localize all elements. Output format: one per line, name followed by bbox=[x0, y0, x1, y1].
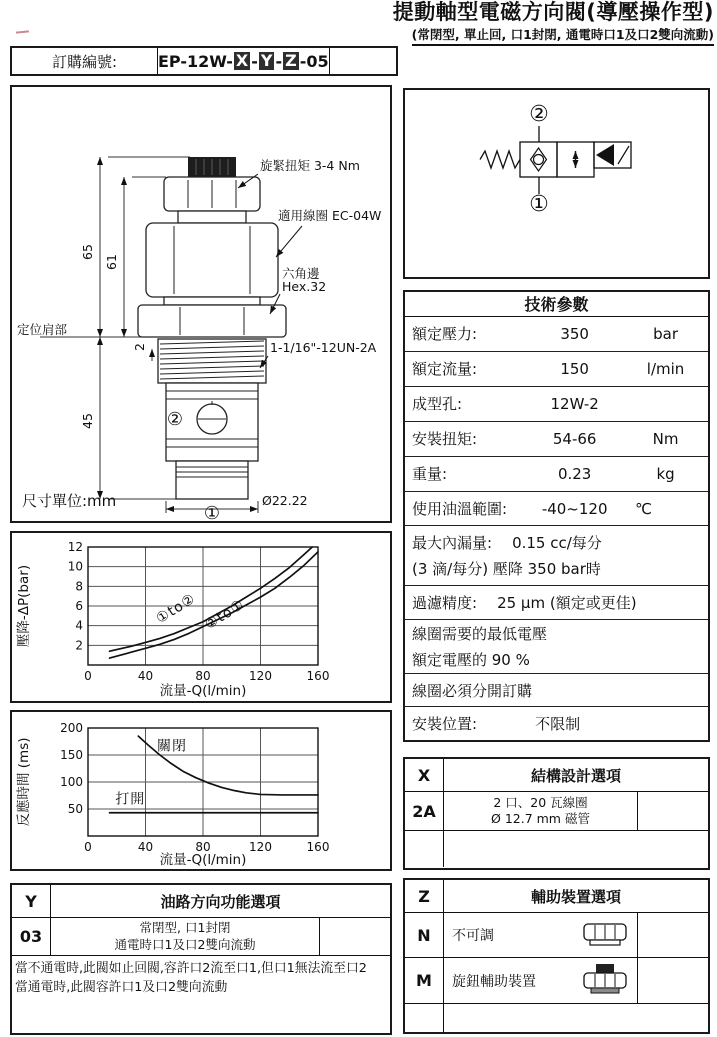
z-option-empty-cell-m bbox=[637, 958, 708, 1003]
svg-text:120: 120 bbox=[249, 840, 272, 854]
svg-text:10: 10 bbox=[67, 559, 83, 574]
response-time-chart-panel bbox=[10, 710, 392, 871]
knob-icon bbox=[582, 963, 628, 999]
svg-text:160: 160 bbox=[306, 669, 330, 683]
response-time-chart bbox=[12, 712, 390, 869]
coil-label: 適用線圈 EC-04W bbox=[278, 208, 382, 223]
nut-icon bbox=[582, 921, 628, 949]
svg-text:4: 4 bbox=[75, 618, 83, 633]
order-number-box bbox=[10, 46, 398, 76]
x-table-code: X bbox=[405, 759, 444, 791]
svg-text:②to①: ②to① bbox=[202, 596, 248, 633]
svg-text:100: 100 bbox=[60, 775, 83, 789]
svg-text:反應時間 (ms): 反應時間 (ms) bbox=[16, 737, 32, 827]
dimension-unit-note: 尺寸單位:mm bbox=[22, 492, 117, 510]
z-option-label-n: 不可調 bbox=[452, 928, 494, 944]
pressure-drop-chart-panel bbox=[10, 531, 392, 703]
y-table-code: Y bbox=[12, 885, 51, 917]
tech-row-coil-voltage: 線圈需要的最低電壓 額定電壓的 90 % bbox=[405, 620, 708, 674]
svg-text:40: 40 bbox=[137, 669, 154, 683]
y-table-title: 油路方向功能選項 bbox=[160, 892, 281, 911]
order-code-y: Y bbox=[260, 51, 273, 71]
y-option-description: 常閉型, 口1封閉 通電時口1及口2雙向流動 bbox=[114, 920, 256, 952]
y-note-2: 當通電時,此閥容許口1及口2雙向流動 bbox=[15, 980, 228, 996]
z-option-label-m: 旋鈕輔助裝置 bbox=[452, 973, 536, 990]
tech-row-weight: 重量: 0.23 kg bbox=[405, 457, 708, 492]
z-option-row-m bbox=[405, 958, 708, 1004]
z-empty-row bbox=[405, 1004, 708, 1034]
dim-61: 61 bbox=[104, 254, 119, 270]
svg-text:160: 160 bbox=[306, 840, 330, 854]
page-title: 提動軸型電磁方向閥(導壓操作型) bbox=[392, 0, 714, 24]
order-code-x: X bbox=[235, 51, 249, 71]
valve-drawing-panel bbox=[10, 85, 392, 523]
drawing-port2: ② bbox=[166, 409, 184, 430]
z-option-code-n: N bbox=[405, 913, 444, 957]
svg-text:流量-Q(l/min): 流量-Q(l/min) bbox=[159, 683, 247, 699]
x-option-row bbox=[405, 792, 708, 831]
tech-row-pressure: 額定壓力: 350 bar bbox=[405, 317, 708, 352]
x-option-empty-cell bbox=[637, 792, 708, 830]
symbol-port2: ② bbox=[529, 102, 549, 127]
svg-text:80: 80 bbox=[195, 669, 211, 683]
y-table-header bbox=[12, 885, 390, 918]
tech-row-filtration: 過濾精度: 25 μm (額定或更佳) bbox=[405, 586, 708, 620]
z-table-title: 輔助裝置選項 bbox=[530, 887, 621, 906]
pressure-drop-chart bbox=[12, 533, 390, 701]
dim-2: 2 bbox=[132, 343, 147, 351]
page-subtitle: (常閉型, 單止回, 口1封閉, 通電時口1及口2雙向流動) bbox=[412, 25, 714, 46]
svg-text:0: 0 bbox=[84, 669, 92, 683]
spring-symbol bbox=[480, 151, 520, 168]
thread-label: 1-1/16"-12UN-2A bbox=[270, 340, 377, 355]
y-note-1: 當不通電時,此閥如止回閥,容許口2流至口1,但口1無法流至口2 bbox=[15, 961, 367, 976]
y-table-notes bbox=[12, 956, 390, 997]
dim-65: 65 bbox=[80, 244, 95, 260]
valve-drawing bbox=[12, 87, 390, 521]
y-option-code: 03 bbox=[12, 918, 51, 955]
x-option-description: 2 口、20 瓦線圈 Ø 12.7 mm 磁管 bbox=[491, 794, 590, 826]
svg-text:打開: 打開 bbox=[115, 791, 146, 808]
x-option-code: 2A bbox=[405, 792, 444, 830]
order-part-number: EP-12W- X - Y - Z -05 bbox=[158, 48, 330, 74]
x-empty-row bbox=[405, 831, 708, 867]
z-option-row-n bbox=[405, 913, 708, 958]
svg-text:2: 2 bbox=[75, 638, 83, 653]
x-option-table bbox=[403, 757, 710, 870]
x-table-title: 結構設計選項 bbox=[530, 766, 621, 785]
z-option-empty-cell-n bbox=[637, 913, 708, 957]
svg-text:流量-Q(l/min): 流量-Q(l/min) bbox=[159, 852, 247, 868]
svg-text:80: 80 bbox=[195, 840, 211, 854]
svg-text:150: 150 bbox=[60, 748, 83, 762]
diameter-label: Ø22.22 bbox=[262, 493, 308, 508]
series-0 bbox=[110, 547, 313, 651]
series-1 bbox=[110, 552, 318, 658]
coil-body bbox=[146, 223, 278, 297]
tech-params-table bbox=[403, 290, 710, 742]
page-header bbox=[393, 1, 714, 46]
hex-label-line2: Hex.32 bbox=[282, 279, 327, 294]
svg-text:50: 50 bbox=[67, 802, 83, 816]
tech-row-flow: 額定流量: 150 l/min bbox=[405, 352, 708, 387]
tech-row-oil-temp: 使用油溫範圍: -40~120 ℃ bbox=[405, 492, 708, 527]
svg-text:12: 12 bbox=[67, 540, 83, 554]
hex-label-line1: 六角邊 bbox=[282, 266, 320, 281]
y-option-empty-cell bbox=[319, 918, 390, 955]
svg-text:120: 120 bbox=[249, 669, 272, 683]
stray-mark bbox=[16, 30, 29, 33]
z-table-code: Z bbox=[405, 880, 444, 912]
tech-row-mounting: 安裝位置: 不限制 bbox=[412, 715, 581, 733]
hex32-nut bbox=[138, 305, 286, 337]
tech-row-leakage: 最大內漏量: 0.15 cc/每分 (3 滴/每分) 壓降 350 bar時 bbox=[405, 526, 708, 586]
tech-row-coil-order: 線圈必須分開訂購 bbox=[405, 674, 708, 707]
svg-text:200: 200 bbox=[60, 721, 83, 735]
dim-45: 45 bbox=[80, 413, 95, 429]
svg-text:40: 40 bbox=[137, 840, 154, 854]
svg-text:關閉: 關閉 bbox=[157, 738, 187, 755]
symbol-port1: ① bbox=[529, 192, 549, 217]
hydraulic-symbol-panel bbox=[403, 88, 710, 279]
y-option-table bbox=[10, 883, 392, 1035]
svg-text:8: 8 bbox=[75, 579, 83, 594]
order-code-z: Z bbox=[285, 51, 297, 71]
shoulder-label: 定位肩部 bbox=[17, 322, 68, 337]
tech-params-title: 技術參數 bbox=[405, 292, 708, 317]
torque-label: 旋緊扭矩 3-4 Nm bbox=[260, 158, 360, 173]
svg-text:壓降-ΔP(bar): 壓降-ΔP(bar) bbox=[16, 564, 32, 648]
svg-text:①to②: ①to② bbox=[153, 590, 199, 628]
order-empty-cell bbox=[330, 48, 396, 74]
z-option-code-m: M bbox=[405, 958, 444, 1003]
tech-row-cavity: 成型孔: 12W-2 bbox=[405, 387, 708, 422]
z-option-table bbox=[403, 878, 710, 1034]
drawing-port1: ① bbox=[203, 503, 221, 521]
svg-text:0: 0 bbox=[84, 840, 92, 854]
x-table-header bbox=[405, 759, 708, 792]
hydraulic-symbol bbox=[405, 90, 708, 277]
solenoid-triangle bbox=[596, 144, 614, 166]
svg-text:6: 6 bbox=[75, 599, 83, 613]
z-table-header bbox=[405, 880, 708, 913]
order-label: 訂購編號: bbox=[12, 48, 158, 74]
tech-row-torque: 安裝扭矩: 54-66 Nm bbox=[405, 422, 708, 457]
y-option-row bbox=[12, 918, 390, 956]
